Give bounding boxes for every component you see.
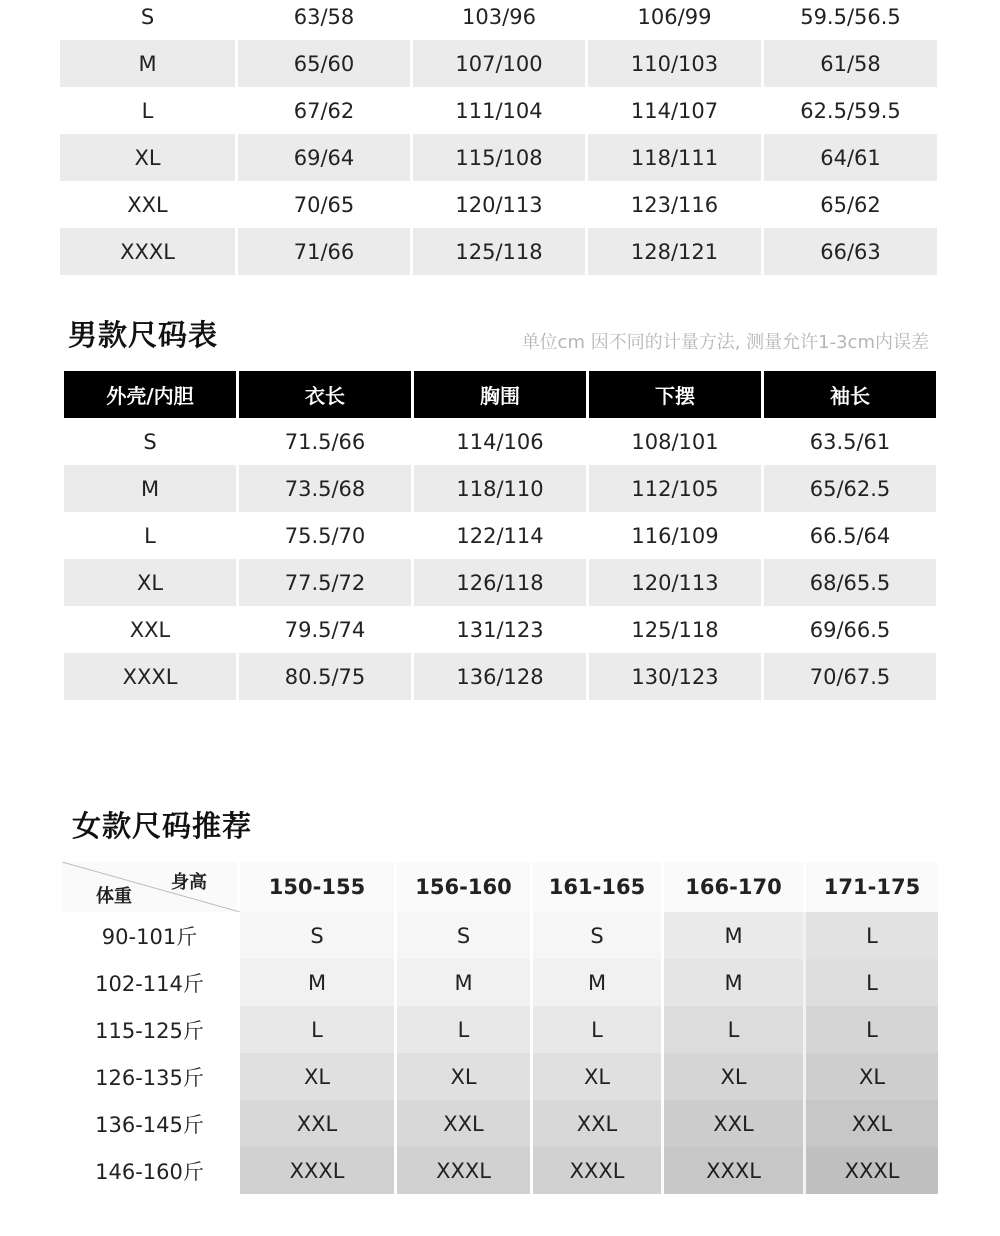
table-cell: 128/121 [588, 228, 761, 275]
table-cell: XL [64, 559, 236, 606]
table-cell: XL [60, 134, 235, 181]
table-cell: 65/60 [238, 40, 410, 87]
table-row [62, 1053, 938, 1100]
table-cell: L [240, 1006, 397, 1053]
table-cell: L [144, 523, 156, 548]
table-cell: 103/96 [462, 4, 536, 29]
table-row [62, 912, 938, 959]
row-header: 90-101斤 [62, 912, 240, 959]
table-cell: M [533, 959, 664, 1006]
table-cell: L [664, 1006, 806, 1053]
table-cell: 71.5/66 [284, 429, 366, 454]
table-cell: 64/61 [764, 134, 937, 181]
table-cell: 70/65 [293, 192, 355, 217]
table-cell: XXXL [240, 1147, 397, 1194]
table-cell: S [533, 912, 664, 959]
column-header: 下摆 [589, 371, 761, 418]
table-row [62, 1100, 938, 1147]
table-cell: L [397, 1006, 533, 1053]
table-cell: XXL [127, 192, 168, 217]
weight-axis-label: 体重 [96, 886, 132, 907]
table-cell: XXXL [533, 1147, 664, 1194]
table-cell: 61/58 [764, 40, 937, 87]
corner-header-cell [62, 862, 240, 912]
table-cell: L [806, 959, 938, 1006]
column-header: 袖长 [764, 371, 936, 418]
table-cell: XXL [240, 1100, 397, 1147]
women-size-recommendation-table [62, 862, 938, 1194]
table-cell: 75.5/70 [284, 523, 366, 548]
column-header: 161-165 [533, 862, 664, 912]
table-cell: 63/58 [293, 4, 355, 29]
table-cell: XXL [533, 1100, 664, 1147]
table-row [64, 465, 936, 512]
table-cell: 66/63 [764, 228, 937, 275]
table-row [64, 512, 936, 559]
table-row [64, 606, 936, 653]
table-row [60, 181, 937, 228]
table-cell: XXL [129, 617, 171, 642]
table-cell: 118/110 [414, 465, 586, 512]
table-cell: M [60, 40, 235, 87]
table-cell: XL [806, 1053, 938, 1100]
table-cell: L [141, 98, 154, 123]
table-cell: XXL [664, 1100, 806, 1147]
diagonal-divider [62, 862, 240, 912]
table-cell: XL [397, 1053, 533, 1100]
row-header: 115-125斤 [62, 1006, 240, 1053]
table-cell: XXXL [664, 1147, 806, 1194]
table-cell: 62.5/59.5 [800, 98, 901, 123]
row-header: 146-160斤 [62, 1147, 240, 1194]
table-cell: 122/114 [456, 523, 544, 548]
table-row [60, 134, 937, 181]
table-cell: 69/64 [238, 134, 410, 181]
table-row [64, 418, 936, 465]
table-cell: 115/108 [413, 134, 585, 181]
men-size-table [61, 371, 939, 700]
table-row [64, 653, 936, 700]
table-cell: M [664, 959, 806, 1006]
table-cell: L [806, 1006, 938, 1053]
table-cell: XL [240, 1053, 397, 1100]
table-cell: M [664, 912, 806, 959]
column-header: 171-175 [806, 862, 938, 912]
top-size-table [57, 0, 940, 275]
table-cell: XXL [806, 1100, 938, 1147]
measurement-note: 单位cm 因不同的计量方法, 测量允许1-3cm内误差 [521, 332, 929, 353]
table-cell: L [806, 912, 938, 959]
table-cell: XXXL [397, 1147, 533, 1194]
table-row [60, 0, 937, 40]
table-cell: 120/113 [455, 192, 543, 217]
height-axis-label: 身高 [171, 872, 207, 893]
column-header: 外壳/内胆 [64, 371, 236, 418]
table-cell: 59.5/56.5 [800, 4, 901, 29]
column-header: 胸围 [414, 371, 586, 418]
table-cell: 107/100 [413, 40, 585, 87]
table-cell: 70/67.5 [764, 653, 936, 700]
table-cell: 120/113 [589, 559, 761, 606]
table-row [62, 1006, 938, 1053]
table-cell: 65/62.5 [764, 465, 936, 512]
table-cell: 118/111 [588, 134, 761, 181]
table-cell: M [64, 465, 236, 512]
row-header: 126-135斤 [62, 1053, 240, 1100]
table-cell: 68/65.5 [764, 559, 936, 606]
table-header-row [62, 862, 938, 912]
table-cell: 110/103 [588, 40, 761, 87]
table-cell: 79.5/74 [284, 617, 366, 642]
table-header-row [64, 371, 936, 418]
table-cell: 77.5/72 [239, 559, 411, 606]
table-cell: S [143, 429, 157, 454]
column-header: 150-155 [240, 862, 397, 912]
table-cell: M [397, 959, 533, 1006]
column-header: 156-160 [397, 862, 533, 912]
table-cell: XXXL [806, 1147, 938, 1194]
men-size-chart-title: 男款尺码表 [68, 318, 219, 352]
women-size-recommendation-title: 女款尺码推荐 [72, 809, 253, 843]
table-cell: 73.5/68 [239, 465, 411, 512]
row-header: 102-114斤 [62, 959, 240, 1006]
table-cell: 123/116 [630, 192, 719, 217]
table-cell: XL [664, 1053, 806, 1100]
table-cell: 116/109 [631, 523, 719, 548]
table-row [60, 228, 937, 275]
table-row [60, 40, 937, 87]
table-cell: XXL [397, 1100, 533, 1147]
table-cell: XXXL [60, 228, 235, 275]
table-cell: 106/99 [637, 4, 712, 29]
table-cell: 69/66.5 [809, 617, 891, 642]
table-cell: 125/118 [413, 228, 585, 275]
table-cell: 114/107 [630, 98, 719, 123]
table-cell: 126/118 [414, 559, 586, 606]
table-row [60, 87, 937, 134]
table-row [62, 959, 938, 1006]
table-cell: 131/123 [456, 617, 544, 642]
table-cell: L [533, 1006, 664, 1053]
column-header: 166-170 [664, 862, 806, 912]
table-cell: 114/106 [456, 429, 544, 454]
table-cell: 136/128 [414, 653, 586, 700]
table-cell: 112/105 [589, 465, 761, 512]
table-cell: 125/118 [631, 617, 719, 642]
table-cell: 80.5/75 [239, 653, 411, 700]
table-cell: 108/101 [631, 429, 719, 454]
table-cell: S [140, 4, 155, 29]
table-cell: 130/123 [589, 653, 761, 700]
table-cell: 63.5/61 [809, 429, 891, 454]
table-cell: 66.5/64 [809, 523, 891, 548]
table-cell: S [240, 912, 397, 959]
column-header: 衣长 [239, 371, 411, 418]
table-row [62, 1147, 938, 1194]
row-header: 136-145斤 [62, 1100, 240, 1147]
table-cell: 71/66 [238, 228, 410, 275]
table-cell: 67/62 [293, 98, 355, 123]
table-cell: M [240, 959, 397, 1006]
table-cell: XL [533, 1053, 664, 1100]
table-cell: XXXL [64, 653, 236, 700]
table-cell: 65/62 [820, 192, 881, 217]
table-cell: S [397, 912, 533, 959]
table-row [64, 559, 936, 606]
table-cell: 111/104 [455, 98, 543, 123]
